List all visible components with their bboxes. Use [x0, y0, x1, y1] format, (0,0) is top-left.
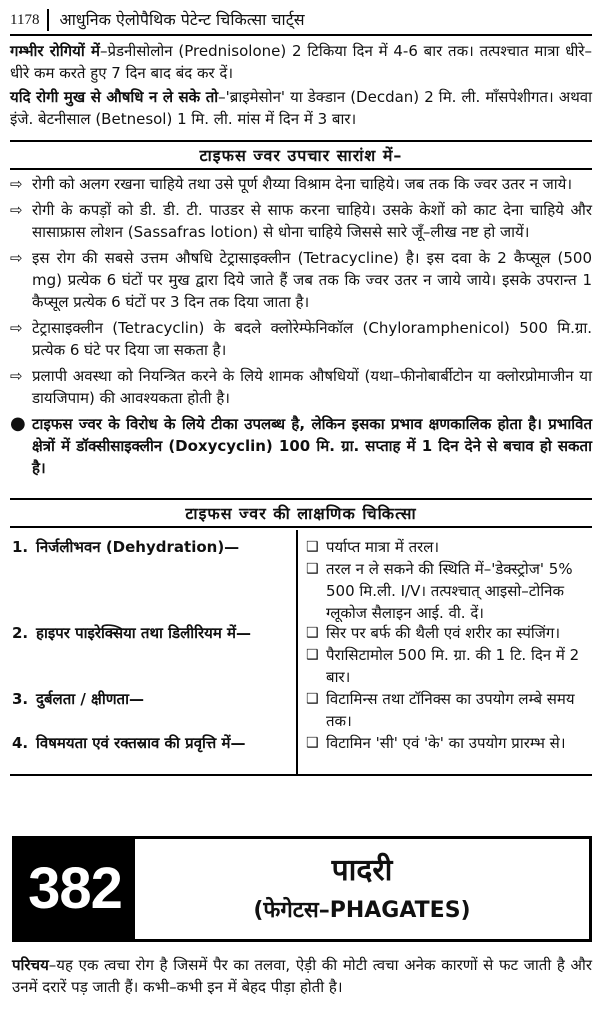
- condition-label: दुर्बलता / क्षीणता—: [36, 690, 144, 708]
- condition-cell: 2. हाइपर पाइरेक्सिया तथा डिलीरियम में—: [12, 624, 252, 642]
- summary-heading: टाइफस ज्वर उपचार सारांश में–: [10, 140, 592, 170]
- treatment-cell: [306, 536, 590, 624]
- chapter-subtitle: (फेगेटस–PHAGATES): [253, 898, 471, 923]
- treatment-item: ❑ विटामिन 'सी' एवं 'के' का उपयोग प्रारम्भ से।: [306, 734, 566, 752]
- summary-item: [10, 317, 592, 361]
- treatment-item: ❑ सिर पर बर्फ की थैली एवं शरीर का स्पंजिंग।: [306, 624, 561, 642]
- condition-cell: 4. विषमयता एवं रक्तस्राव की प्रवृत्ति में—: [12, 734, 246, 752]
- condition-cell: 3. दुर्बलता / क्षीणता—: [12, 690, 144, 708]
- treatment-cell: [306, 622, 590, 688]
- intro-text: –यह एक त्वचा रोग है जिसमें पैर का तलवा, ऐड़ी की मोटी त्वचा अनेक कारणों से फट जाती है और उनमें दरारें पड़ जाती हैं। कभी–कभी इन में बेहद पीड़ा होती है।: [12, 956, 592, 996]
- arrow-icon: ⇨: [10, 249, 23, 267]
- summary-item-text: प्रलापी अवस्था को नियन्त्रित करने के लिये शामक औषधियों (यथा–फीनोबार्बीटोन या क्लोरप्रोमाजीन या डायजिपाम) की आवश्यकता होती है।: [32, 367, 592, 407]
- summary-item: [10, 365, 592, 409]
- summary-item: [10, 173, 592, 195]
- summary-list: [10, 173, 592, 483]
- checkbox-icon: ❑: [306, 561, 319, 577]
- summary-item-text: रोगी के कपड़ों को डी. डी. टी. पाउडर से साफ करना चाहिये। उसके केशों को काट देना चाहिये और सासाफ्रास लोशन (Sassafras lotion) से धोना चाहिये जिससे सारे जूँ–लीख नष्ट हो जायें।: [32, 201, 592, 241]
- book-title: आधुनिक ऐलोपैथिक पेटेन्ट चिकित्सा चार्ट्स: [59, 10, 305, 29]
- summary-item-text: टेट्रासाइक्लीन (Tetracyclin) के बदले क्लोरेम्फेनिकॉल (Chyloramphenicol) 500 मि.ग्रा. प्रत्येक 6 घंटे पर दिया जा सकता है।: [32, 319, 592, 359]
- symptomatic-table: [10, 530, 592, 776]
- intro-label: परिचय: [12, 956, 49, 974]
- arrow-icon: ⇨: [10, 367, 23, 385]
- oral-failure-text: –'ब्राइमेसोन' या डेक्डान (Decdan) 2 मि. ली. माँसपेशीगत। अथवा इंजे. बेटनीसाल (Betnesol) 1 मि. ली. मांस में दिन में 3 बार।: [10, 88, 592, 128]
- checkbox-icon: ❑: [306, 735, 319, 751]
- chapter-titles: [135, 839, 589, 939]
- intro-paragraph: [12, 954, 592, 998]
- severe-patients-label: गम्भीर रोगियों में: [10, 42, 100, 60]
- severe-patients-note: [10, 40, 592, 84]
- arrow-icon: ⇨: [10, 319, 23, 337]
- symptomatic-heading: टाइफस ज्वर की लाक्षणिक चिकित्सा: [10, 498, 592, 528]
- bullet-icon: ●: [10, 413, 26, 434]
- summary-item-vaccine: [10, 413, 592, 479]
- treatment-item: ❑ पर्याप्त मात्रा में तरल।: [306, 538, 440, 556]
- checkbox-icon: ❑: [306, 691, 319, 707]
- chapter-number: 382: [15, 839, 135, 939]
- summary-item-text: इस रोग की सबसे उत्तम औषधि टेट्रासाइक्लीन (Tetracycline) है। इस दवा के 2 कैप्सूल (500 mg) प्रत्येक 6 घंटों पर मुख द्वारा दिये जाते हैं जब तक कि ज्वर उतर न जाये जाये। इसके उपरान्त 1 कैप्सूल प्रत्येक 6 घंटों पर 3 दिन तक दिया जाता है।: [32, 249, 592, 311]
- treatment-cell: [306, 688, 590, 732]
- condition-label: हाइपर पाइरेक्सिया तथा डिलीरियम में—: [36, 624, 252, 642]
- chapter-banner: [12, 836, 592, 942]
- condition-label: निर्जलीभवन (Dehydration)—: [36, 538, 240, 556]
- dosage-notes: [10, 40, 592, 132]
- condition-label: विषमयता एवं रक्तस्राव की प्रवृत्ति में—: [36, 734, 246, 752]
- checkbox-icon: ❑: [306, 625, 319, 641]
- severe-patients-text: –प्रेडनीसोलोन (Prednisolone) 2 टिकिया दिन में 4-6 बार तक। तत्पश्चात मात्रा धीरे–धीरे कम करते हुए 7 दिन बाद बंद कर दें।: [10, 42, 592, 82]
- treatment-item: ❑ तरल न ले सकने की स्थिति में–'डेक्स्ट्रोज' 5% 500 मि.ली. I/V। तत्पश्चात् आइसो–टोनिक ग्लूकोज सैलाइन आई. वी. दें।: [306, 560, 573, 622]
- treatment-cell: [306, 732, 590, 754]
- page-header: [10, 6, 592, 36]
- summary-item-text: टाइफस ज्वर के विरोध के लिये टीका उपलब्ध है, लेकिन इसका प्रभाव क्षणकालिक होता है। प्रभावित क्षेत्रों में डॉक्सीसाइक्लीन (Doxycyclin) 100 मि. ग्रा. सप्ताह में 1 दिन देने से बचाव हो सकता है।: [32, 415, 592, 477]
- summary-item: [10, 199, 592, 243]
- page-number: 1178: [10, 9, 49, 31]
- oral-failure-note: [10, 86, 592, 130]
- oral-failure-label: यदि रोगी मुख से औषधि न ले सके तो: [10, 88, 219, 106]
- checkbox-icon: ❑: [306, 539, 319, 555]
- summary-item-text: रोगी को अलग रखना चाहिये तथा उसे पूर्ण शैय्या विश्राम देना चाहिये। जब तक कि ज्वर उतर न जाये।: [32, 175, 573, 193]
- column-divider: [296, 530, 298, 774]
- condition-cell: 1. निर्जलीभवन (Dehydration)—: [12, 538, 240, 556]
- arrow-icon: ⇨: [10, 201, 23, 219]
- chapter-title: पादरी: [331, 853, 393, 888]
- treatment-item: ❑ पैरासिटामोल 500 मि. ग्रा. की 1 टि. दिन में 2 बार।: [306, 646, 580, 686]
- treatment-item: ❑ विटामिन्स तथा टॉनिक्स का उपयोग लम्बे समय तक।: [306, 690, 575, 730]
- arrow-icon: ⇨: [10, 175, 23, 193]
- checkbox-icon: ❑: [306, 647, 319, 663]
- summary-item: [10, 247, 592, 313]
